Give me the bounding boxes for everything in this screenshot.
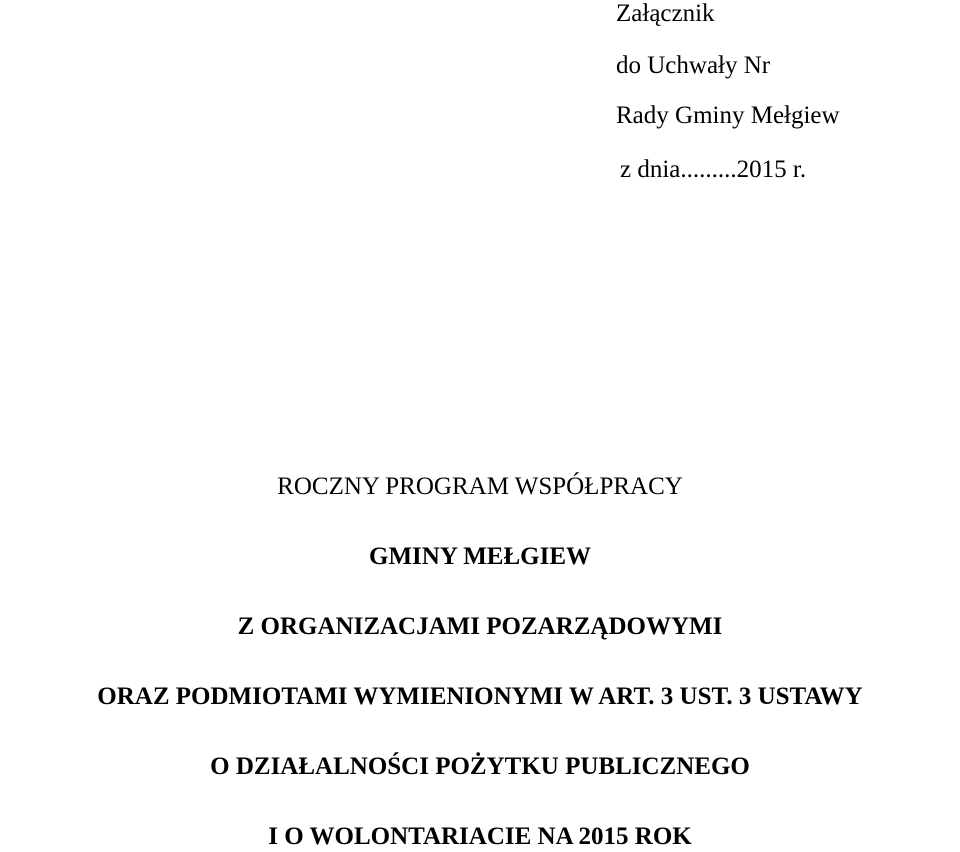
council-name: Rady Gminy Mełgiew — [616, 102, 840, 129]
title-line-3: Z ORGANIZACJAMI POZARZĄDOWYMI — [237, 613, 723, 640]
resolution-number: do Uchwały Nr — [616, 52, 771, 79]
title-line-4: ORAZ PODMIOTAMI WYMIENIONYMI W ART. 3 UST. 3 USTAWY — [97, 683, 863, 710]
resolution-date: z dnia.........2015 r. — [620, 156, 807, 183]
title-line-6: I O WOLONTARIACIE NA 2015 ROK — [268, 823, 692, 850]
title-line-5: O DZIAŁALNOŚCI POŻYTKU PUBLICZNEGO — [210, 753, 750, 780]
annex-label: Załącznik — [616, 0, 715, 27]
title-line-1: ROCZNY PROGRAM WSPÓŁPRACY — [277, 473, 683, 500]
title-line-2: GMINY MEŁGIEW — [369, 543, 591, 570]
